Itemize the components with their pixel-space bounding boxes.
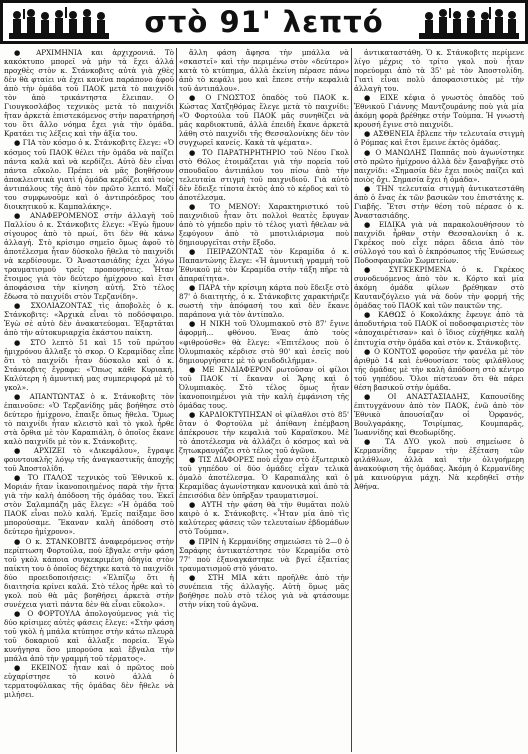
paragraph: ● ΣΤΗ ΜΙΑ κάτι προῆλθε ἀπὸ τὴν συνέπεια τῆς ἀλλαγῆς. Αὐτὴ ὅμως μᾶς βοήθησε πολὺ στὸ τέλος γιὰ νὰ φτάσουμε στὴν νίκη τοῦ ἀγῶνα. — [179, 572, 349, 609]
crowd-illustration-right — [419, 7, 519, 41]
paragraph: ● ΑΡΧΙΜΗΝΙΑ και ἀρχιχρονιά. Τὸ κακόκτυπο μπορεῖ νὰ μὴν τὰ ἔχει ἀλλά προχθὲς στὸν κ. Στάνκοβιτς αὐτὰ γιὰ χθὲς δὲν θὰ φταίει νὰ ἐχει κανένα παράπονο ἀφοῦ ἀπὸ τὴν ὁμάδα τοῦ ΠΑΟΚ μετὰ τὸ παιχνίδι τὸν ἀπὸ τρικάντηστα ἔλειπαν. Ο Γιουγκοσλάβος τεχνικὸς μετὰ τὸ παιχνίδι ἤταν ἀρκετὰ ἐπιστεκόμενος στὴν παρατήρησή του ὅτι ἄλλο νόημα ἔχει γιὰ τὴν ὁμάδα. Κρατάει τις λέξεις καὶ τὴν ἀξία του. — [4, 48, 174, 139]
paragraph: ● Ο ΓΝΩΣΤΟΣ ὁπαδὸς τοῦ ΠΑΟΚ κ. Κώστας Χατζηθόμας ἔλεγε μετὰ τὸ παιχνίδι: «Ὁ Φορτούλα τοῦ ΠΑΟΚ μᾶς συνηθίζει νὰ μᾶς καρδιοκτυπᾶ, ἀλλὰ ἐπειδὴ ἔκανε ἀρκετὰ λάθη στὸ παιχνίδι τῆς Θεσσαλονίκης δὲν τὸν συγχωρεῖ κανείς. Κακὰ τὰ ψέματα». — [179, 93, 349, 148]
paragraph: ● ΤΟ ΜΕΝΟΥ: Χαρακτηριστικό τοῦ παιχνιδιοῦ ἦταν ὅτι πολλοὶ θεατὲς ἔφυγαν ἀπὸ τὸ γήπεδο πρὶν τὸ τέλος γιατὶ ἤθελαν νὰ ξεφύγουν ἀπὸ τὸ μποτιλιάρισμα ποὺ δημιουργεῖται στὴν ἔξοδο. — [179, 201, 349, 247]
paragraph: ● ΤΟ ΙΤΑΛΟΣ τεχνικὸς τοῦ Ἐθνικοῦ κ. Μοριάν ἤταν ἰκανοποιημένος παρὰ τὴν ἥττα γιὰ τὴν καλὴ ἀπόδοση τῆς ὁμάδας του. Ἐκεῖ στὸν Σαλαμπάζη μᾶς ἔλεγε: «Ἡ ὁμάδα τοῦ ΠΑΟΚ εἶναι πολὺ καλή. Ἐμεῖς παίξαμε ὅσο μπορούσαμε. Ἔκαναν καλὴ ἀπόδοση στὸ δεύτερο ἡμίχρονο». — [4, 473, 174, 537]
paragraph: ● ΤΗΝ τελευταία στιγμὴ ἀντικατεστάθη ἀπὸ ὁ ἔνας ἐκ τῶν βασικῶν του ἐπιστάτης κ. Γιαβῆς. Ἔτσι στὴν θέση τοῦ πέρασε ὁ κ. Ἀναστασιάδης. — [354, 183, 524, 220]
column-header-banner — [0, 0, 528, 44]
paragraph: ● ΕΙΔΙΚΑ γιὰ νὰ παρακολουθήσουν τὸ παιχνίδι ἦρθαν στὴν Θεσσαλονίκη ὁ κ. Γκρέκος ποὺ εἶχε πάρει ἄδεια ἀπὸ τὸν σύλλογό του καὶ ὁ ἐκπρόσωπος τῆς Ἐνώσεως Ποδοσφαιρικῶν Σωματείων. — [354, 219, 524, 266]
paragraph: ● ΣΤΟ λεπτὸ 51 καὶ 15 τοῦ πρώτου ἡμιχρόνου ἄλλαξε τὸ σκορ. Ο Κεραμίδας εἶπε ὅτι τὸ παιχνίδι ἦταν δύσκολο καὶ ὁ κ. Στάνκοβιτς ἔγραφε: «Ὅπως κάθε Κυριακή. Καλύτερη ἡ ἀμυντική μας συμπεριφορά μὲ τὸ γκολ». — [4, 337, 174, 392]
paragraph: ● ΜΕ ΕΝΔΙΑΦΕΡΟΝ ρωτοῦσαν οἱ φίλοι τοῦ ΠΑΟΚ τί ἔκαναν οἱ Ἄρης καὶ ὁ Ὀλυμπιακὸς. Στὸ τέλος ὅμως ἦταν ἰκανοποιημένοι γιὰ τὴν καλὴ ἐμφάνιση τῆς ὁμάδας τους. — [179, 364, 349, 410]
column-divider — [351, 48, 352, 752]
article-columns — [4, 48, 524, 752]
paragraph: ● ΠΕΙΡΑΖΟΝΤΑΣ τὸν Κεραμίδα ὁ κ. Παπαντώνης ἔλεγε: «Ἡ ἀμυντικὴ γραμμὴ τοῦ Ἐθνικοῦ μὲ τὸν Κεραμίδα στὴν τάξη πῆρε τὰ ἀπαραίτητα». — [179, 247, 349, 284]
paragraph: ● ΕΚΕΙΝΟΣ ἦταν καὶ ὁ πρῶτος ποὺ εὐχαρίστησε τὸ κοινὸ ἀλλὰ ὁ τερματοφύλακας τῆς ὁμάδας δὲν ἤθελε νὰ μιλήσει. — [4, 663, 174, 700]
paragraph: ● ΕΙΧΕ κέφια ὁ γνωστὸς ὁπαδὸς τοῦ Ἐθνικοῦ Γιάννης Μαντζουράνης ποὺ γιὰ μία ἀκόμη φορὰ βρέθηκε στὴν Τούμπα. Ἡ γνωστὴ κρουσή ἔγινε στὸ παιχνίδι. — [354, 93, 524, 130]
paragraph: ● ΤΙΣ ΔΙΑΦΟΡΕΣ ποὺ εἶχαν στὸ ἐξωτερικὸ τοῦ γηπέδου οἱ δύο ὁμάδες εἶχαν τελικὰ ὁμαλὸ ἀποτέλεσμα. Ὁ Καραπιάλης καὶ ὁ Κεραμίδας ἀγωνίστηκαν κανονικὰ καὶ ἀπὸ τὰ ἐπεισόδια δὲν ὑπῆρξαν τραυματισμοί. — [179, 455, 349, 501]
paragraph: ● Ο ΦΟΡΤΟΥΛΑ ἀπολογούμενος γιὰ τὶς δύο κρίσιμες αὐτὲς φάσεις ἔλεγε: «Στὴν φάση τοῦ γκὸλ ἡ μπάλα κτύπησε στὴν κάτω πλευρὰ τοῦ δοκαριοῦ καὶ ἀλλαξε πορεία. Ἐγὼ κυνήγησα ὅσο μπορούσα καὶ ἔβγαλα τὴν μπάλα ἀπὸ τὴν γραμμή τοῦ τέρματος». — [4, 608, 174, 664]
paragraph: ● ΠΡΙΝ ἡ Κερμανίδης σημειώσει τὸ 2—0 ὁ Σαράφης ἀντικατέστησε τὸν Κεραμίδα στὸ 77' ποὺ ἐξαναγκάστηκε νὰ βγεῖ ἐξαιτίας τραυματισμοῦ στὸ γόνατο. — [179, 536, 349, 573]
paragraph: ● ΑΡΧΙΖΕΙ τὸ «Δικεφάλου», ἔγραψε φουντουκλῆς λόγῳ τῆς ἀναγκαστικῆς ἀποχῆς τοῦ Ἀποστολίδη. — [4, 446, 174, 474]
paragraph: ● ΚΑΡΔΙΟΚΤΥΠΗΣΑΝ οἱ φίλαθλοι στὸ 85' ὅταν ὁ Φορτούλα μὲ ἀπίθανη ἐπέμβαση ἀπέκρουσε τὴν κεφαλιὰ τοῦ Καραϊσκου. Μὲ τὸ ἀποτέλεσμα νὰ ἀλλάζει ὁ κόσμος καὶ νὰ ζητωκραυγάζει στὸ τέλος τοῦ ἀγῶνα. — [179, 409, 349, 456]
paragraph: ● ΚΑΘΩΣ ὁ Κοκολάκης ἔφευγε ἀπὸ τὰ ἀποδυτήρια τοῦ ΠΑΟΚ οἱ ποδοσφαιριστὲς τὸν «ἀποχαιρέτισαν» καὶ ὁ ἴδιος εὐχήθηκε καλὴ ἐπιτυχία στὴν ὁμάδα καὶ στὸν κ. Στάνκοβιτς. — [354, 310, 524, 347]
paragraph: ● ΣΧΟΛΙΑΖΟΝΤΑΣ τὶς ἀποβολὲς ὁ κ. Στάνκοβιτς: «Ἀρχικὰ εἶναι τὸ ποδόσφαιρο. Ἐγὼ σὲ αὐτὸ δὲν ἀνακατεύομαι. Ἐξαρτᾶται ἀπὸ τὴν αὐτοκυριαρχία ἑκάστου παίκτη. — [4, 301, 174, 338]
paragraph: ● ΑΣΘΕΝΕΙΑ ἔβλεπε τὴν τελευταία στιγμὴ ὁ Ρόμπας καὶ ἔτσι ἔμεινε ἐκτὸς ὁμάδας. — [354, 129, 524, 148]
column-3 — [354, 48, 524, 752]
paragraph: ● ΑΝΑΦΕΡΟΜΕΝΟΣ στὴν ἀλλαγὴ τοῦ Παλλίου ὁ κ. Στάνκοβιτς ἔλεγε: «Ἐγὼ ἤμουν σίγουρος ἀπὸ τὸ πρωί, ὅτι δὲν θὰ κάνω ἀλλαγή. Στὸ κρίσιμο σημεῖο ὅμως ἀφοῦ τὸ ἀποτέλεσμα ἦταν δύσκολο ἤθελα τὸ παιχνίδι νὰ κερδίσουμε. Ὁ Ἀναστασιάδης ἐχει λόγω τραυματισμοῦ τρεῖς προπονήσεις. Ἦταν ἕτοιμος γιὰ τὸν δεύτερο ἡμίχρονο καὶ ἔτσι ἀποφάσισα τὴν κίνηση αὐτή. Στὸ τέλος ἔδωσα τὸ παιχνίδι στὸν Τερζανίδη». — [4, 210, 174, 302]
paragraph: ● ΤΟ ΠΑΡΑΤΗΡΗΤΗΡΙΟ τοῦ Νέου Γκολ στὸ Θόλος ἐτοιμάζεται γιὰ τὴν πορεία τοῦ σπουδαῖου ἀντιπάλου του πίσω ἀπὸ τὴν τελευταία στιγμὴ τοῦ παιχνιδιοῦ. Γιὰ αὐτὸ δὲν ἔδειξε τίποτα ἐκτὸς ἀπὸ τὸ κέρδος καὶ τὸ ἀποτέλεσμα. — [179, 147, 349, 202]
paragraph: ● ΠΑΡΑ τὴν κρίσιμη κάρτα ποὺ ἔδειξε στὸ 87' ὁ διαιτητὴς, ὁ κ. Στάνκοβιτς χαρακτήριζε σωστὴ τὴν ἀπόφασή του καὶ δὲν ἔκανε παράπονα γιὰ τὸν ἀντίπαλο. — [179, 283, 349, 320]
paragraph: ἄλλη φάση ἄφησα τὴν μπάλλα νὰ «σκαστεῖ» καὶ τὴν περιμένω στὸν «δεύτερο» κατὰ τὸ κτύπημα, ἀλλὰ ἐκείνη πέρασε πάνω ἀπὸ τὸ κεφάλι μου καὶ ἔπεσε στὴν κεφαλιὰ τοῦ ἀντιπάλου». — [179, 48, 349, 94]
paragraph: ● Ο κ. ΣΤΑΝΚΟΒΙΤΣ ἀναφερόμενος στὴν περίπτωση Φορτούλα, ποὺ ἔβγαλε στὴν φάση τοῦ γκὸλ κάποια συγκεκριμένη ὁδηγία στὸν παίκτη του ὁ ὁποῖος δέχτηκε κατὰ τὸ παιχνίδι δύο προειδοποιήσεις: «Ἐλπίζω ὅτι ἡ διαιτησία κρίνει καλά. Στὸ τέλος ἦρθε καὶ τὸ γκολ ποὺ θὰ μᾶς βοηθήσει ἀρκετὰ στὴν συνέχεια γιατὶ πάντα δὲν θὰ εἶναι εὔκολο». — [4, 536, 174, 609]
paragraph: ● ΑΠΑΝΤΩΝΤΑΣ ὁ κ. Στάνκοβιτς τὸν ἐπαινοῦσε: «Ὁ Τερζανίδης μᾶς βοήθησε στὸ δεύτερο ἡμίχρονο, ἔπαιξε ὅπως ἤθελα. Ὅμως τὸ παιχνίδι ἦταν κλειστὸ καὶ τὸ γκολ ἦρθε στὰ ὄρθια μὲ τὸν Καραπιάλη, ὁ ὁποῖος ἔκανε καλὸ παιχνίδι μὲ τὸν κ. Στάνκοβιτς. — [4, 391, 174, 447]
column-divider — [176, 48, 177, 752]
column-title: στὸ 91' λεπτό — [144, 5, 384, 39]
paragraph: ● ΓΙΑ τὸν κόσμο ὁ κ. Στάνκοβιτς ἔλεγε: «Ὁ κόσμος τοῦ ΠΑΟΚ θέλει τὴν ὁμάδα νὰ παίζει πάντα καλὰ καὶ νὰ κερδίζει. Αὐτὸ δὲν εἶναι πάντα εὔκολο. Πρέπει νὰ μᾶς βοηθήσουν ἀποκλειστικὰ γιατὶ ἡ ὁμάδα κερδίζει καὶ τοὺς ἀντιπάλους τῆς ἀπὸ τὸν πρῶτο λεπτό. Μαζί του συμφωνοῦμε καὶ ὁ ἀντιπρόεδρος του διοικητικοῦ κ. Καμπαλάκης». — [4, 138, 174, 211]
column-2 — [179, 48, 349, 752]
column-1 — [4, 48, 174, 752]
paragraph: ● ΤΑ ΔΥΟ γκολ ποὺ σημείωσε ὁ Κερμανίδης ἔφεραν τὴν ἐξέταση τῶν φιλάθλων, ἀλλὰ καὶ τὴν ὀλιγοήμερη ἀνακούφιση τῆς ὁμάδας. Ἀκόμη ὁ Κερμανίδης μὰ καινούργια μάχη. Νὰ κερδηθεῖ στὴν Ἀθήνα. — [354, 437, 524, 492]
paragraph: ● Ο ΚΟΝΤΟΣ φοροῦσε τὴν φανέλα μὲ τὸν ἀριθμὸ 14 καὶ ἐνθουσίασε τοὺς φιλάθλους τῆς ὁμάδας μὲ τὴν καλὴ ἀπόδοση στὸ κέντρο τοῦ γηπέδου. Ὅλοι πίστευαν ὅτι θὰ πάρει θέση βασικοῦ στὴν ὁμάδα. — [354, 346, 524, 392]
paragraph: ● ΟΙ ΑΝΑΣΤΑΣΙΑΔΗΣ, Καπουσίδης ἐπιτυγχάνουν ἀπὸ τὸν ΠΑΟΚ, ἐνῶ ἀπὸ τὸν Ἐθνικὸ ἀπουσίαζαν οἱ Ὀρφανός, Βουλγαράκης, Τσιρίμπας, Κουμπαρᾶς, Ἰωαννίδης καὶ Θεοδωρίδης. — [354, 391, 524, 437]
paragraph: ● ΣΥΓΚΕΚΡΙΜΕΝΑ ὁ κ. Γκρέκος συνοδευόμενος ἀπὸ τὸν κ. Κόρτο καὶ μία ἀκόμη ὁμάδα φίλων βρέθηκαν στὸ Καυτανζόγλειο γιὰ νὰ δοῦν τὴν φορμή τῆς ὁμάδας τοῦ ΠΑΟΚ καὶ τῶν παικτῶν της. — [354, 265, 524, 311]
paragraph: ● ΑΥΤΗ τὴν φάση θὰ τὴν θυμᾶται πολὺ καιρὸ ὁ κ. Στάνκοβιτς. «Ἦταν μία ἀπὸ τὶς καλύτερες φάσεις τῶν τελευταίων ἑβδομάδων στὸ Τούμπα». — [179, 500, 349, 537]
paragraph: ● Ο ΜΑΝΩΛΗΣ Παππᾶς ποὺ ἀγωνίστηκε στὸ πρῶτο ἡμίχρονο ἀλλὰ δὲν ξαναβγῆκε στὸ παιχνίδι: «Σημασία δὲν ἔχει ποιὸς παίζει καὶ ποιὸς ὄχι. Σημασία ἔχει ἡ ὁμάδα». — [354, 147, 524, 184]
paragraph: ἀντικαταστάθη. Ὁ κ. Στάνκοβιτς περίμενε λίγο μέχρις τὸ τρίτο γκολ ποὺ ἦταν πορεύομαι ἀπὸ τὰ 35' μὲ τὸν Ἀποστολίδη. Γιατὶ εἶναι πολὺ ἀποφασιστικὸς μὲ τὴν ἀλλαγὴ του. — [354, 48, 524, 94]
paragraph: ● Η ΝΙΚΗ τοῦ Ὀλυμπιακοῦ στὸ 87' ἔγινε ἀφορμὴ... φθόνου. Ἐνας ἀπὸ τοὺς «φιθρούσθε» θὰ ἔλεγε: «Ἐπιτέλους ποὺ ὁ Ὀλυμπιακὸς κέρδισε στὸ 90' καὶ ἐσεῖς ποὺ δημιουργήσατε μὲ τὸ ψευδοδιλήμμα». — [179, 319, 349, 365]
